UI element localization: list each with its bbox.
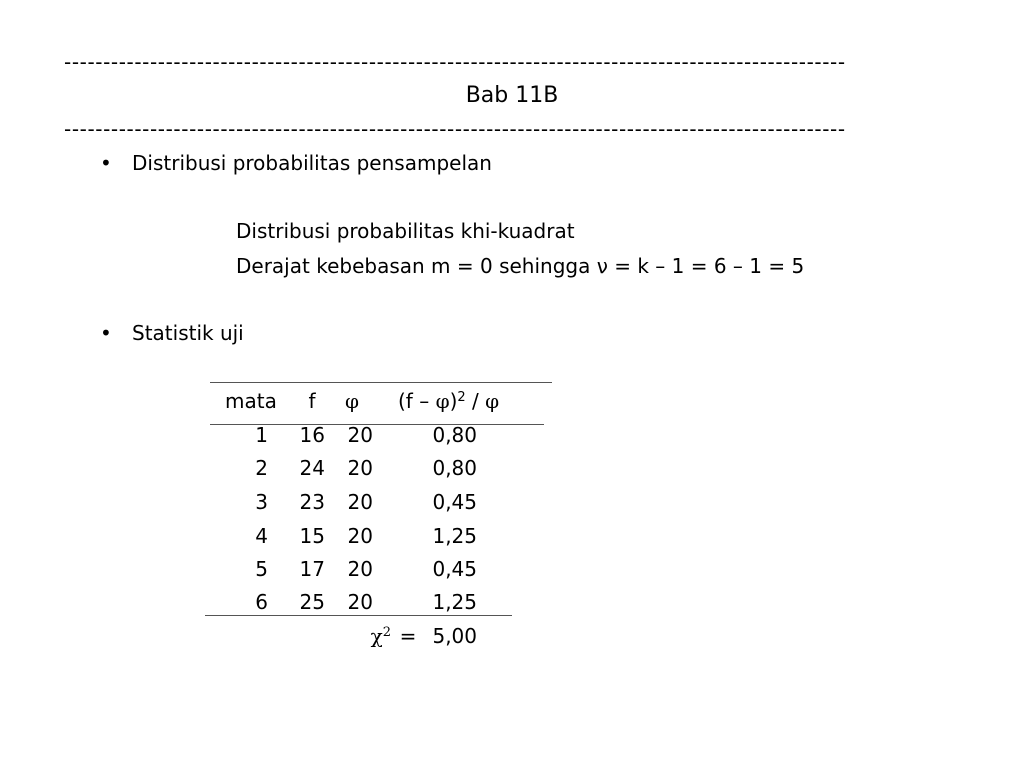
- chi-square-table: mata f φ (f – φ)$^2$ / φ 1 16 20 0,80 2 24 20 0,80 3 23 20 0,45 4 15 20 1,25 5 17 20 0,45 6 25 20 1,25 $\chi^2$ = 5,00: [205, 382, 552, 662]
- header-mata: mata: [225, 389, 277, 413]
- bullet-label: Statistik uji: [132, 321, 244, 345]
- bullet-label: Distribusi probabilitas pensampelan: [132, 151, 492, 175]
- header-rule-bottom: ----------------------------------------------------------------------------------------------------: [64, 117, 846, 141]
- header-expression: (f – φ)$^2$ / φ: [398, 389, 500, 413]
- degrees-of-freedom-line: Derajat kebebasan m = 0 sehingga ν = k – 1 = 6 – 1 = 5: [236, 254, 805, 278]
- table-rule-bottom: [205, 615, 512, 616]
- bullet-sampling-distribution: [100, 150, 492, 176]
- chi-square-value: 5,00: [432, 624, 477, 648]
- chi-square-symbol: $\chi^2$: [370, 624, 391, 648]
- chi-square-equals: =: [399, 624, 417, 648]
- bullet-test-statistic: [100, 320, 244, 346]
- table-rule-top: [210, 382, 552, 383]
- bullet-dot: •: [100, 151, 112, 175]
- distribution-line: Distribusi probabilitas khi-kuadrat: [236, 219, 575, 243]
- header-rule-top: ----------------------------------------------------------------------------------------------------: [64, 50, 846, 74]
- bullet-dot: •: [100, 321, 112, 345]
- header-phi: φ: [344, 389, 359, 413]
- page-title: Bab 11B: [465, 83, 559, 108]
- header-f: f: [308, 389, 316, 413]
